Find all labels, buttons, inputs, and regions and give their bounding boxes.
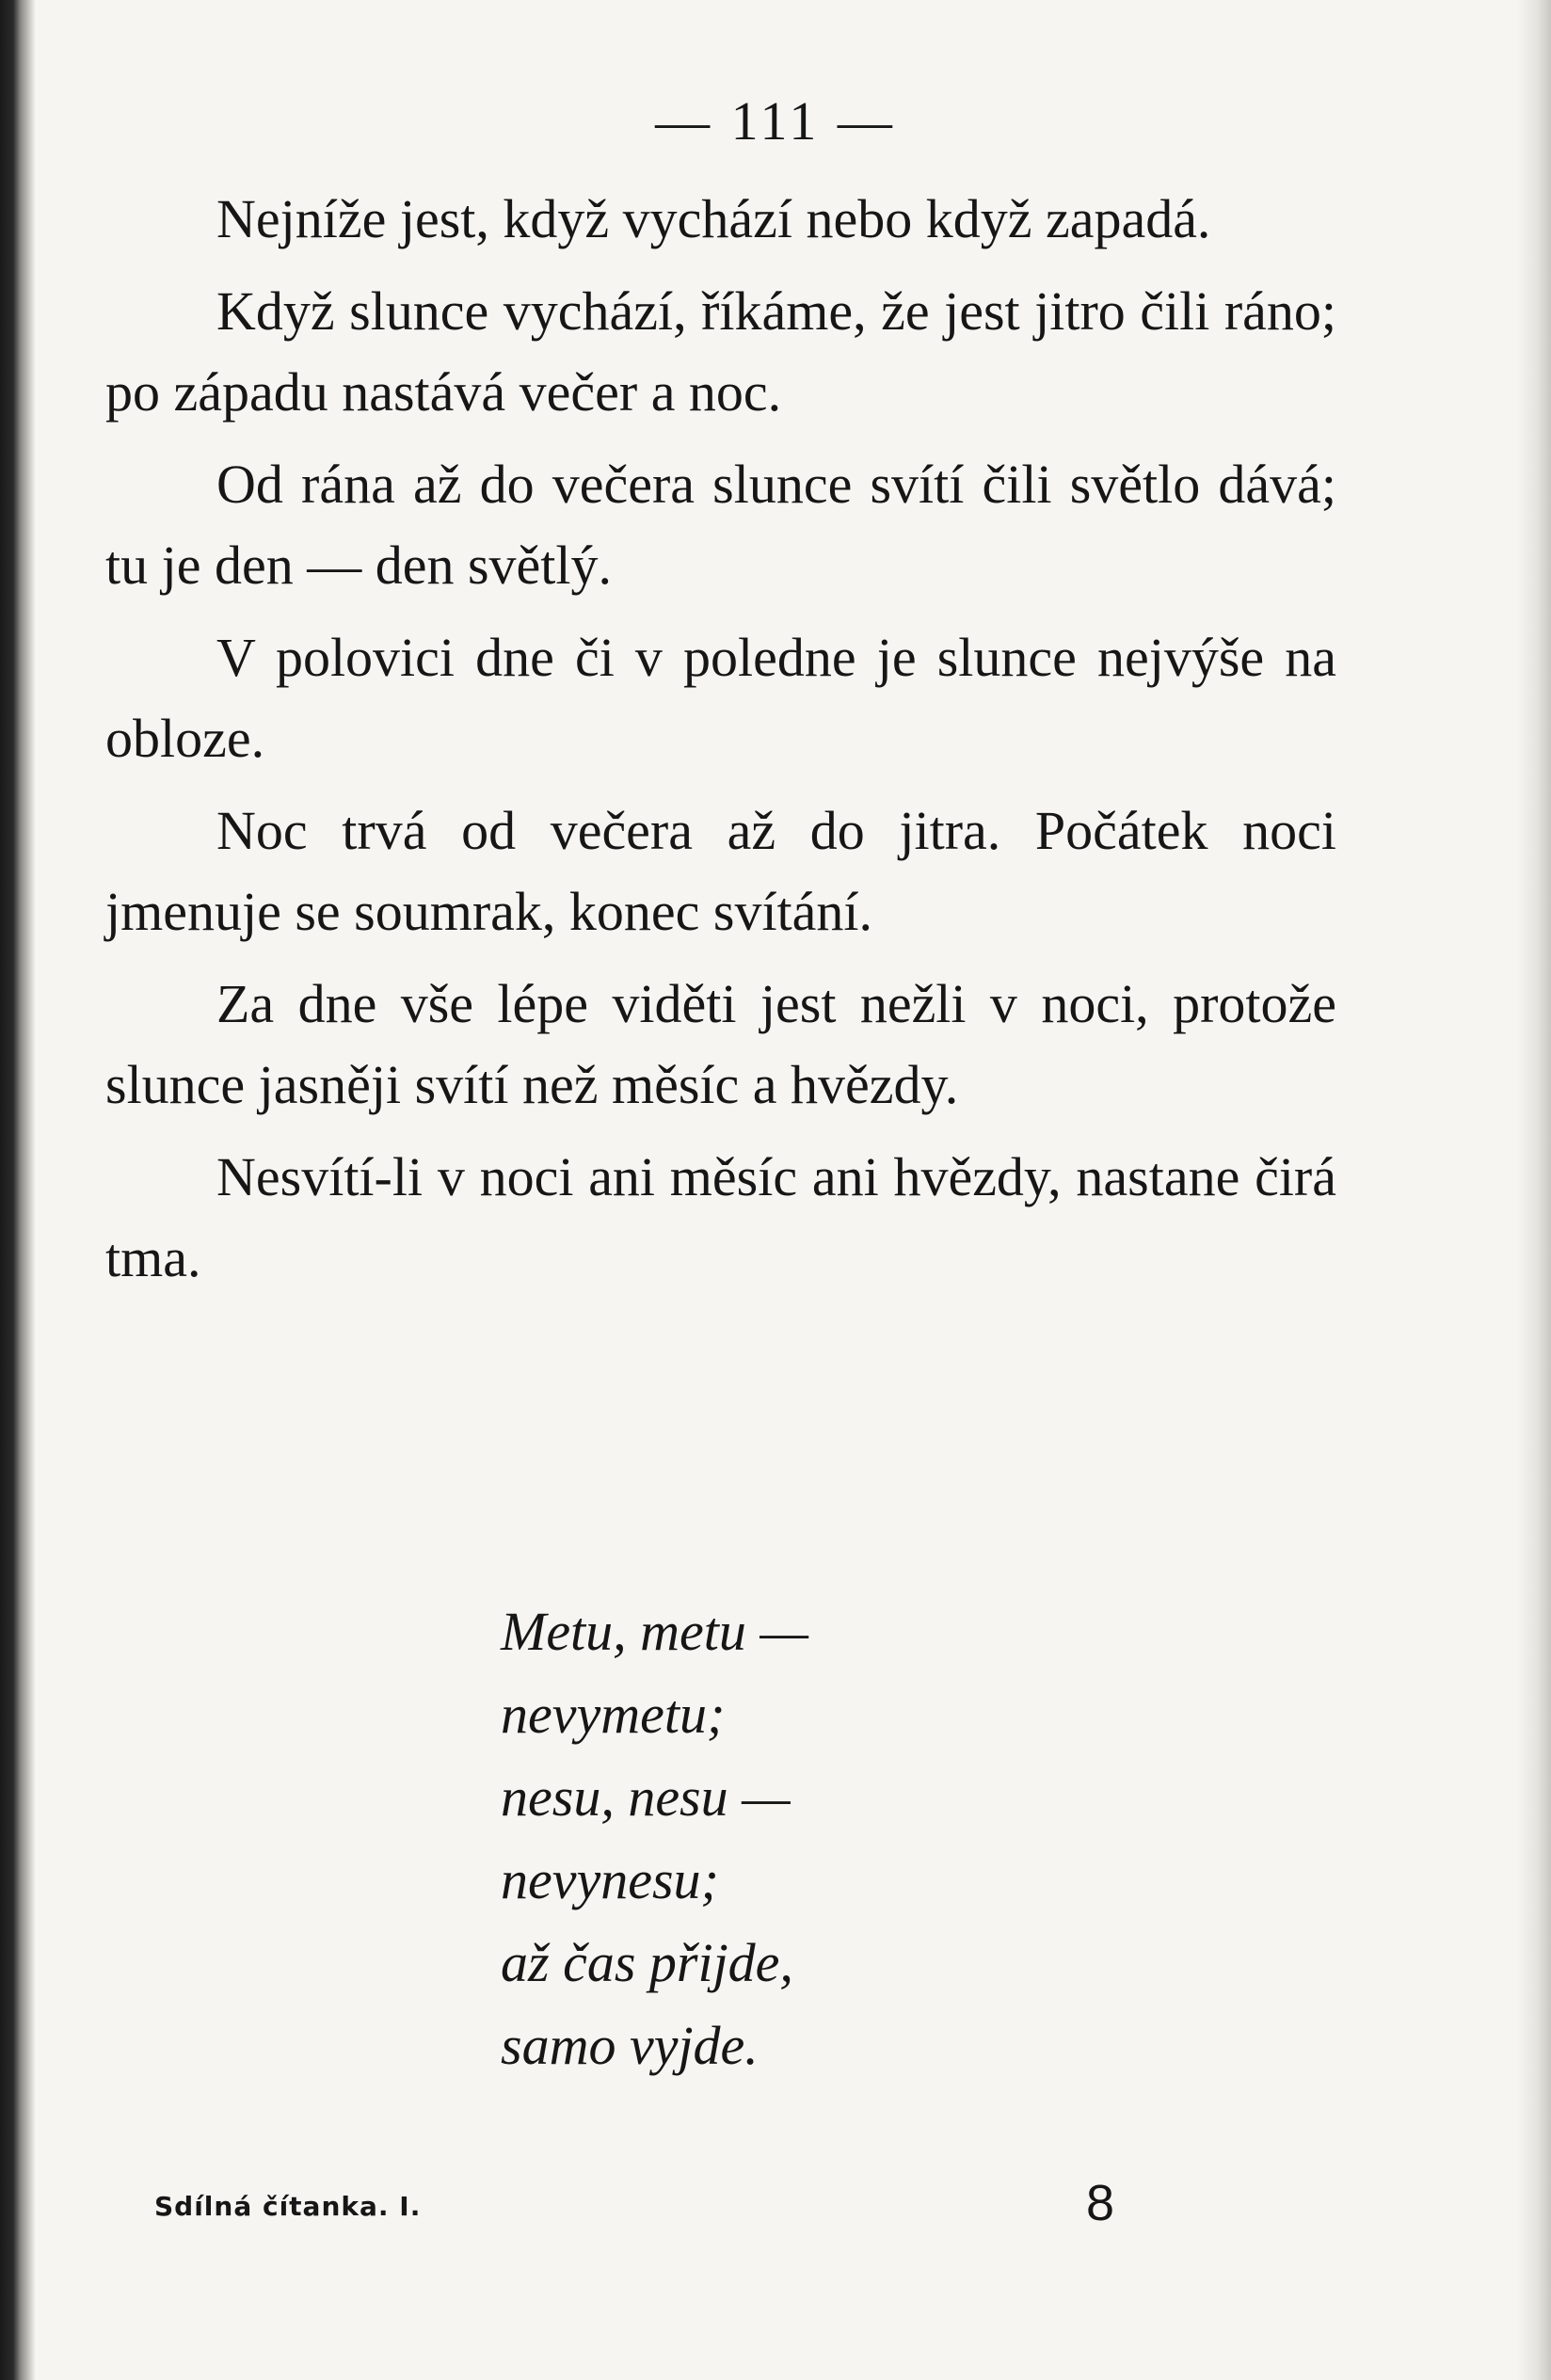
paragraph: Nejníže jest, když vychází nebo když zapadá.	[216, 188, 1211, 249]
page-edge	[1517, 0, 1551, 2380]
poem-line: samo vyjde.	[501, 2015, 759, 2076]
poem-line: nesu, nesu —	[501, 1766, 791, 1828]
body-text	[105, 179, 1336, 1310]
riddle-poem	[501, 1590, 808, 2087]
poem-line: nevynesu;	[501, 1849, 719, 1910]
paragraph: Noc trvá od večera až do jitra. Počátek noci jmenuje se soumrak, konec svítání.	[105, 800, 1336, 942]
paragraph: Za dne vše lépe viděti jest nežli v noci, protože slunce jasněji svítí než měsíc a hvězdy.	[105, 973, 1336, 1115]
poem-line: Metu, metu —	[501, 1601, 808, 1662]
paragraph: Když slunce vychází, říkáme, že jest jitro čili ráno; po západu nastává večer a noc.	[105, 280, 1336, 423]
paragraph: Od rána až do večera slunce svítí čili světlo dává; tu je den — den světlý.	[105, 454, 1336, 596]
sheet-number: 8	[1086, 2175, 1115, 2231]
page-number: — 111 —	[655, 90, 896, 152]
binding-edge	[0, 0, 36, 2380]
paragraph: Nesvítí-li v noci ani měsíc ani hvězdy, nastane čirá tma.	[105, 1146, 1336, 1288]
poem-line: až čas přijde,	[501, 1932, 793, 1993]
footer-signature: Sdílná čítanka. I.	[154, 2191, 422, 2222]
poem-line: nevymetu;	[501, 1684, 726, 1745]
paragraph: V polovici dne či v poledne je slunce nejvýše na obloze.	[105, 627, 1336, 769]
